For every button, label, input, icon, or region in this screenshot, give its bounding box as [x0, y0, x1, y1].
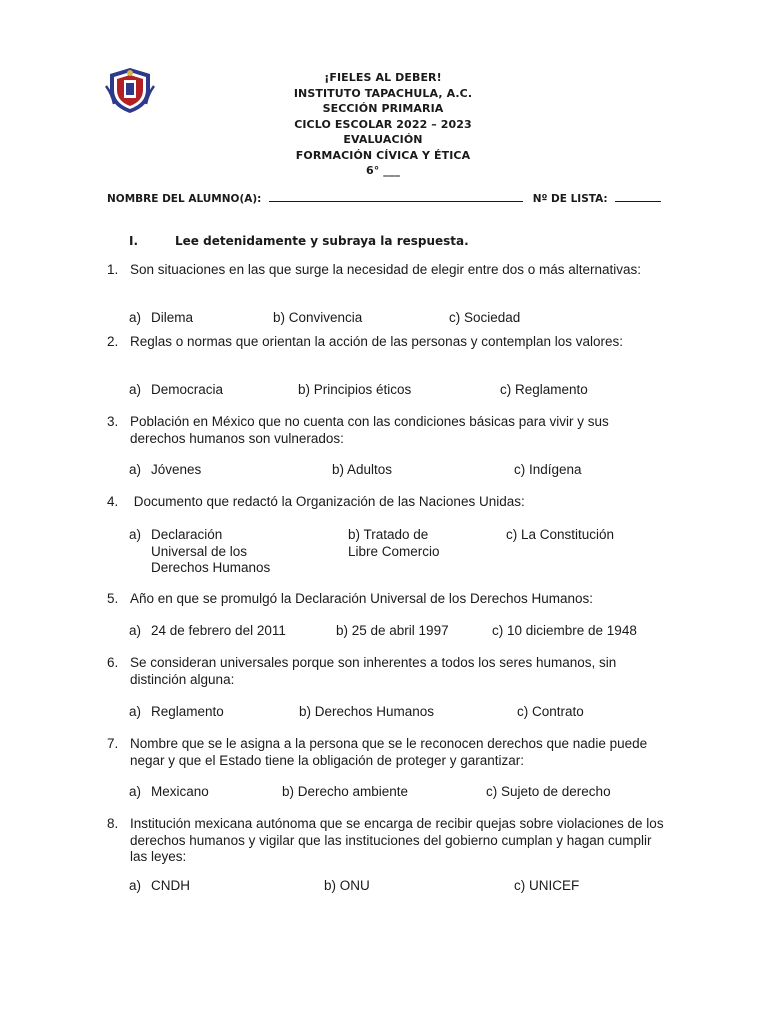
question-6 [107, 655, 667, 688]
question-text: Reglas o normas que orientan la acción de las personas y contemplan los valores: [130, 334, 624, 349]
option-c[interactable]: c) Contrato [517, 704, 584, 719]
question-number: 3. [107, 414, 119, 429]
question-2 [107, 334, 667, 351]
option-a[interactable]: a) CNDH [129, 878, 190, 893]
question-text: Se consideran universales porque son inherentes a todos los seres humanos, sin distinción alguna: [130, 655, 617, 687]
option-b[interactable]: b) 25 de abril 1997 [336, 623, 449, 638]
question-8 [107, 816, 667, 866]
option-a[interactable]: a) Dilema [129, 310, 194, 325]
question-text: Son situaciones en las que surge la necesidad de elegir entre dos o más alternativas: [130, 262, 642, 277]
option-a[interactable]: a) 24 de febrero del 2011 [129, 623, 286, 638]
section-name: SECCIÓN PRIMARIA [322, 102, 444, 115]
question-number: 8. [107, 816, 119, 831]
option-c[interactable]: c) Reglamento [500, 382, 588, 397]
option-b[interactable]: b) Derechos Humanos [299, 704, 435, 719]
question-5 [107, 591, 667, 608]
question-number: 2. [107, 334, 119, 349]
subject-name: FORMACIÓN CÍVICA Y ÉTICA [295, 148, 471, 162]
option-a[interactable]: a) Reglamento [129, 704, 224, 719]
exam-type: EVALUACIÓN [343, 133, 423, 146]
option-c[interactable]: c) 10 diciembre de 1948 [492, 623, 637, 638]
question-4 [107, 494, 667, 511]
motto: ¡FIELES AL DEBER! [324, 71, 442, 84]
question-number: 6. [107, 655, 119, 670]
student-name-field[interactable] [269, 191, 523, 202]
school-year: CICLO ESCOLAR 2022 – 2023 [294, 117, 472, 131]
question-text: Población en México que no cuenta con las condiciones básicas para vivir y sus derechos humanos son vulnerados: [130, 414, 609, 446]
question-number: 7. [107, 736, 119, 751]
option-c[interactable]: c) Sociedad [449, 310, 521, 325]
option-b[interactable]: b) ONU [324, 878, 370, 893]
option-a[interactable]: a) Jóvenes [129, 462, 202, 477]
question-1 [107, 262, 667, 279]
option-a[interactable]: a) Mexicano [129, 784, 209, 799]
option-a[interactable]: a) Democracia [129, 382, 224, 397]
institution-name: INSTITUTO TAPACHULA, A.C. [293, 86, 473, 100]
option-b[interactable]: b) Tratado de Libre Comercio [348, 527, 440, 559]
grade-line: 6° ___ [365, 164, 401, 177]
option-a[interactable]: a) Declaración Universal de los Derechos Humanos [129, 527, 271, 575]
question-text: Documento que redactó la Organización de las Naciones Unidas: [130, 494, 525, 509]
option-c[interactable]: c) La Constitución [506, 527, 615, 542]
section-number: I. [129, 234, 139, 248]
question-text: Institución mexicana autónoma que se encarga de recibir quejas sobre violaciones de los derechos humanos y vigilar que las instituciones del gobierno cumplan y hagan cumplir las leyes: [130, 816, 664, 864]
list-number-label: Nº DE LISTA: [532, 193, 608, 205]
option-c[interactable]: c) UNICEF [514, 878, 580, 893]
option-c[interactable]: c) Sujeto de derecho [486, 784, 611, 799]
student-info-line [107, 191, 667, 205]
option-b[interactable]: b) Principios éticos [298, 382, 412, 397]
question-text: Nombre que se le asigna a la persona que se le reconocen derechos que nadie puede negar y que el Estado tiene la obligación de proteger y garantizar: [130, 736, 648, 768]
option-b[interactable]: b) Derecho ambiente [282, 784, 409, 799]
question-text: Año en que se promulgó la Declaración Universal de los Derechos Humanos: [130, 591, 593, 606]
question-3 [107, 414, 667, 447]
question-number: 5. [107, 591, 119, 606]
student-name-label: NOMBRE DEL ALUMNO(A): [107, 193, 262, 205]
list-number-field[interactable] [615, 191, 661, 202]
section-heading [129, 234, 469, 248]
section-instruction: Lee detenidamente y subraya la respuesta. [175, 234, 469, 248]
question-number: 4. [107, 494, 119, 509]
option-c[interactable]: c) Indígena [514, 462, 582, 477]
question-7 [107, 736, 667, 769]
exam-header [0, 70, 766, 179]
question-number: 1. [107, 262, 119, 277]
option-b[interactable]: b) Convivencia [273, 310, 363, 325]
option-b[interactable]: b) Adultos [332, 462, 393, 477]
